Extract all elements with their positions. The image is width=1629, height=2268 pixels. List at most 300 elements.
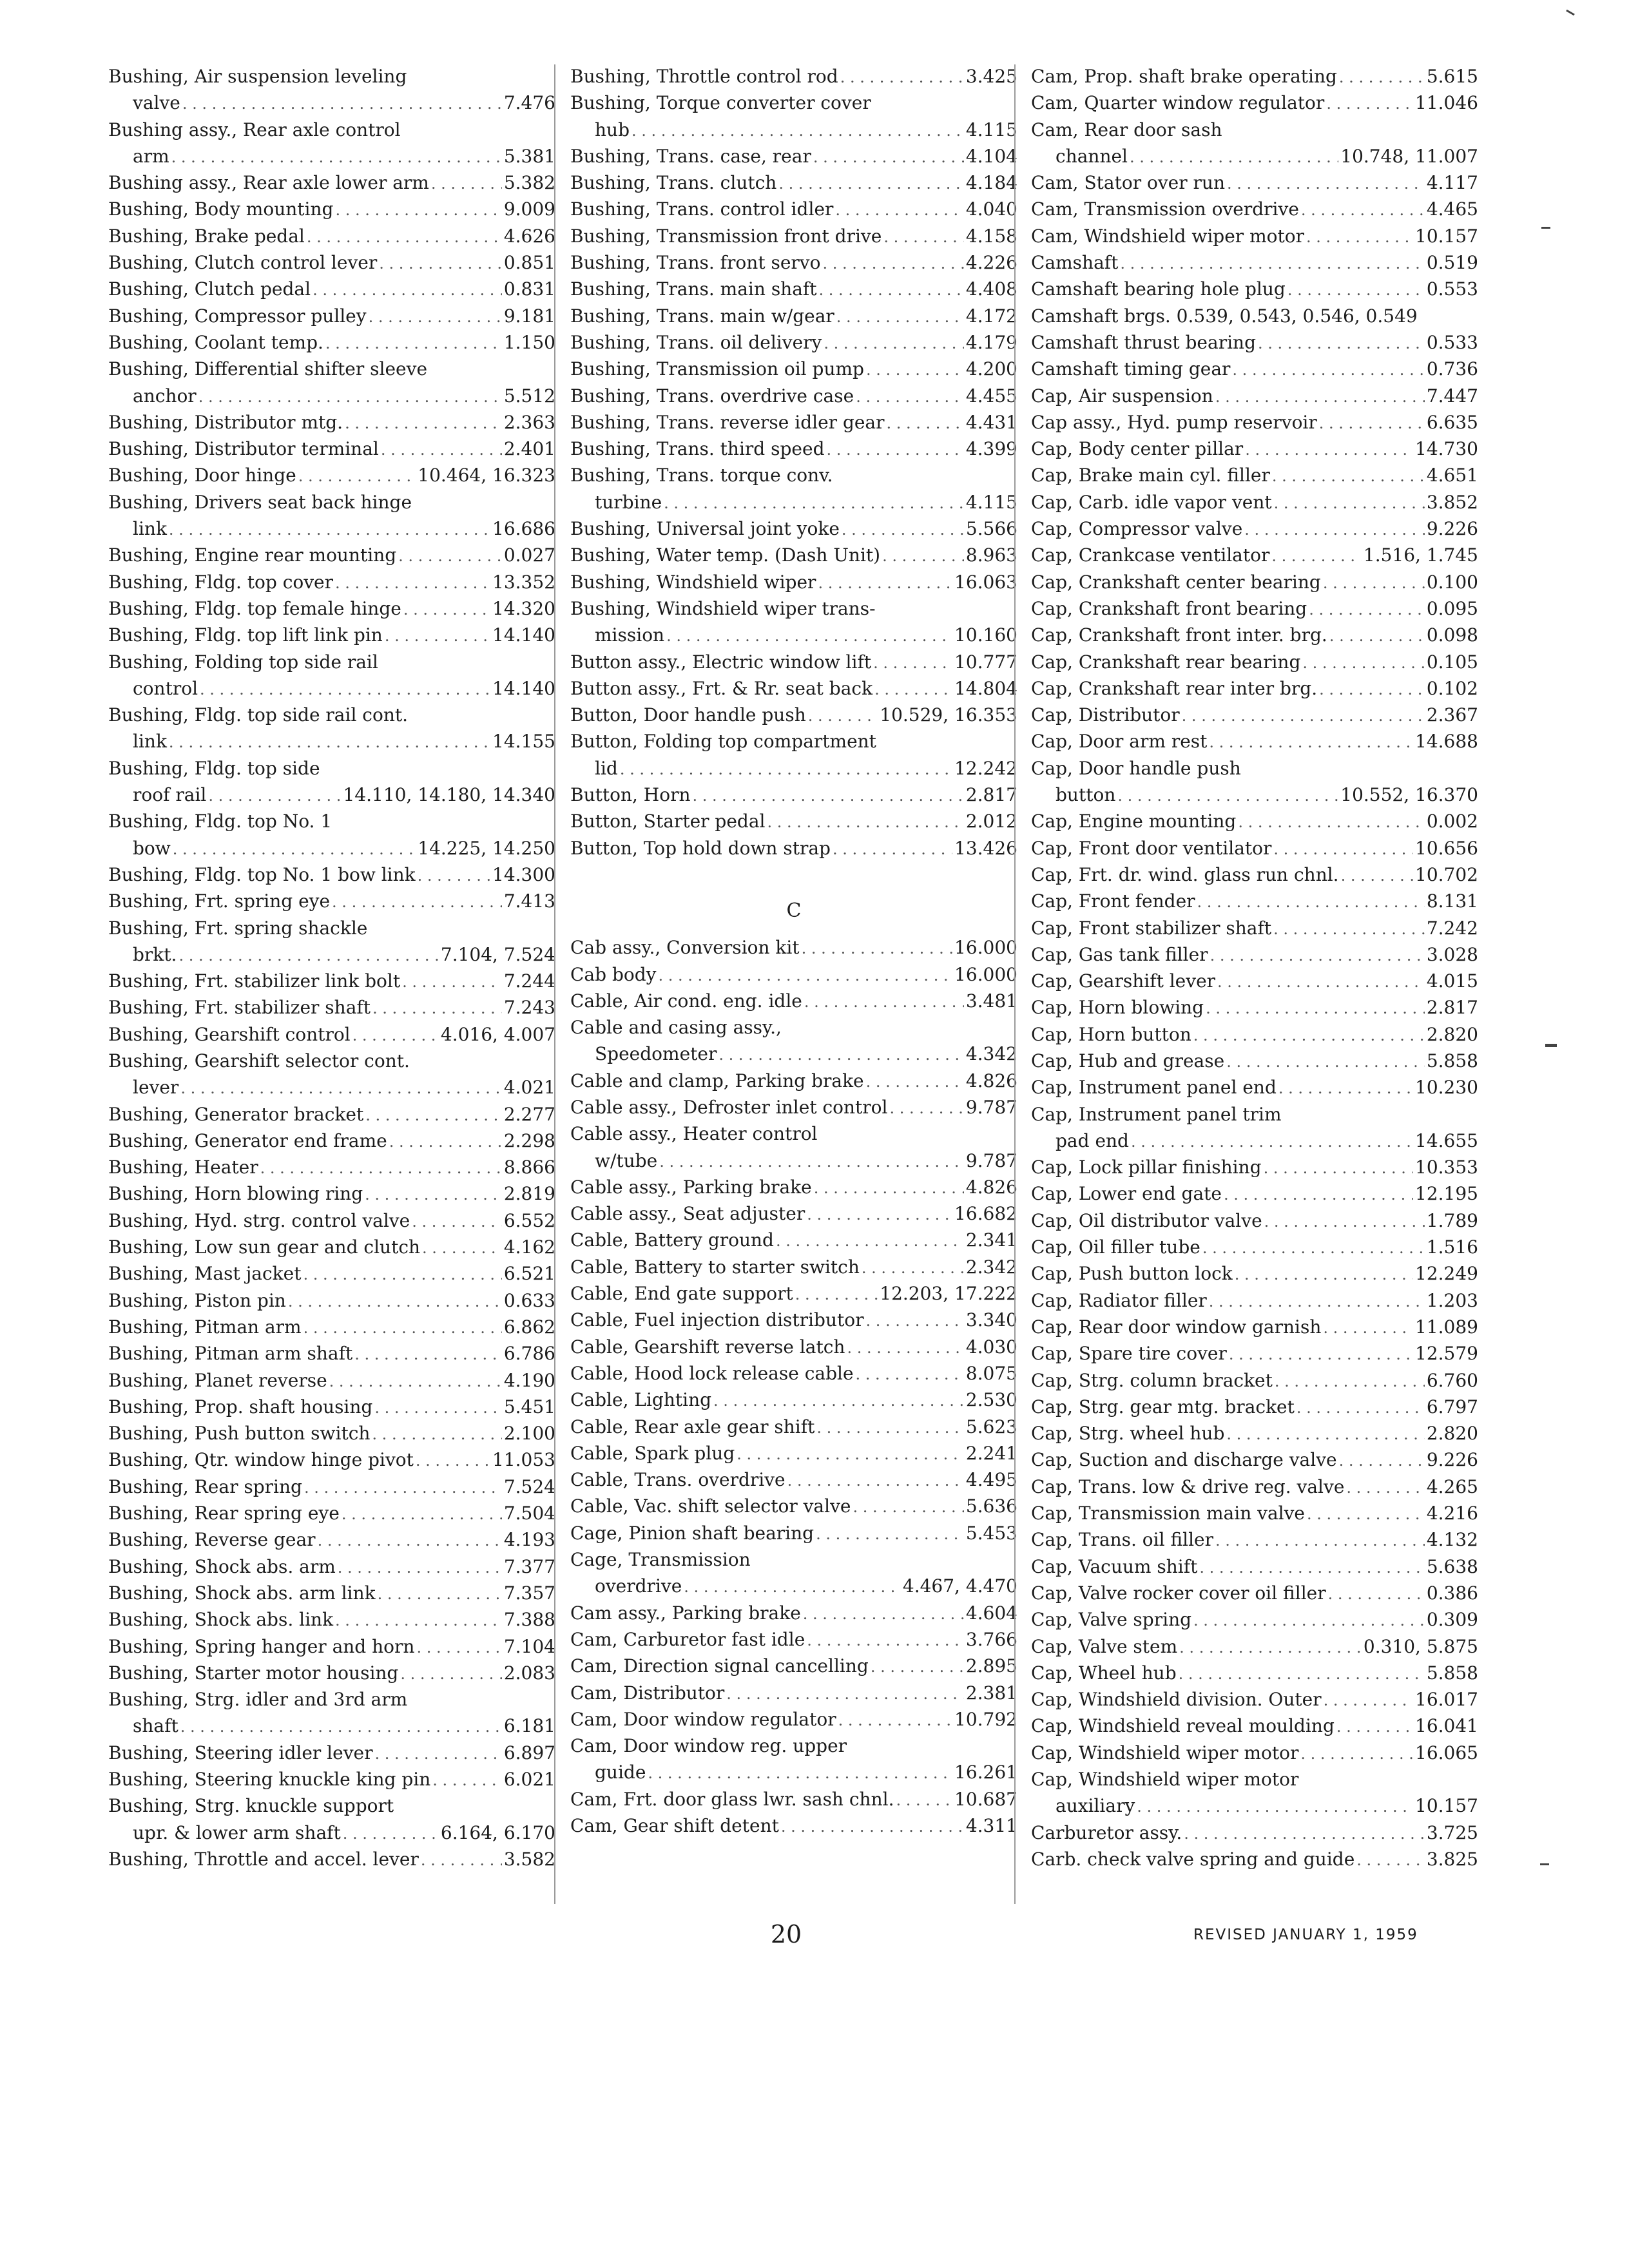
entry-label: brkt. (133, 943, 177, 965)
entry-label: Bushing, Rear spring (108, 1475, 302, 1497)
entry-page-ref: 4.021 (503, 1077, 555, 1099)
entry-label: Bushing, Shock abs. link (108, 1609, 334, 1631)
index-entry (570, 595, 1017, 622)
entry-label: Bushing, Trans. reverse idler gear (570, 411, 885, 433)
entry-label: Bushing, Strg. idler and 3rd arm (108, 1689, 408, 1711)
entry-label: Speedometer (595, 1043, 717, 1065)
index-entry (570, 649, 1017, 675)
dot-leader (416, 1446, 490, 1473)
entry-label: Cap, Wheel hub (1031, 1662, 1177, 1684)
dot-leader (1197, 888, 1425, 914)
entry-page-ref: 6.786 (503, 1343, 555, 1365)
index-entry-continuation (108, 835, 555, 861)
index-entry (570, 569, 1017, 595)
index-entry (570, 1626, 1017, 1653)
entry-page-ref: 0.310, 5.875 (1363, 1635, 1478, 1657)
entry-page-ref: 12.242 (954, 757, 1017, 779)
index-entry (1031, 1553, 1478, 1580)
entry-label: Cap, Strg. wheel hub (1031, 1423, 1225, 1445)
dot-leader (684, 1573, 901, 1599)
index-entry (108, 436, 555, 462)
dot-leader (198, 383, 502, 409)
index-entry (570, 1600, 1017, 1626)
index-entry (108, 1633, 555, 1660)
index-entry (570, 249, 1017, 276)
entry-label: Cap, Body center pillar (1031, 438, 1244, 460)
entry-page-ref: 5.858 (1426, 1662, 1478, 1684)
index-entry (1031, 1820, 1478, 1846)
margin-tick-mark (1566, 10, 1575, 16)
dot-leader (1339, 63, 1425, 90)
index-entry (570, 835, 1017, 861)
entry-label: Cap, Windshield reveal moulding (1031, 1715, 1335, 1737)
index-entry-continuation (570, 1148, 1017, 1174)
dot-leader (1339, 1446, 1425, 1473)
dot-leader (658, 961, 952, 988)
entry-page-ref: 5.451 (503, 1396, 555, 1418)
dot-leader (1300, 1740, 1413, 1766)
entry-label: Bushing, Piston pin (108, 1289, 286, 1311)
index-entry (1031, 835, 1478, 861)
entry-page-ref: 8.963 (965, 544, 1017, 566)
entry-label: link (133, 731, 167, 753)
entry-page-ref: 4.626 (503, 225, 555, 247)
entry-label: Cap, Transmission main valve (1031, 1503, 1305, 1524)
dot-leader (1309, 595, 1425, 622)
entry-label: Bushing, Fldg. top female hinge (108, 597, 401, 619)
index-entry-continuation (108, 675, 555, 702)
entry-page-ref: 14.155 (492, 731, 555, 753)
index-entry (1031, 169, 1478, 196)
entry-label: Cap, Door handle push (1031, 757, 1241, 779)
entry-page-ref: 7.244 (503, 970, 555, 992)
entry-page-ref: 10.160 (954, 624, 1017, 646)
margin-tick-mark (1545, 1044, 1557, 1047)
dot-leader (833, 835, 952, 861)
dot-leader (1273, 835, 1413, 861)
index-entry (1031, 1446, 1478, 1473)
dot-leader (432, 1766, 502, 1792)
index-entry (1031, 1660, 1478, 1686)
dot-leader (1296, 1394, 1425, 1420)
dot-leader (873, 649, 952, 675)
entry-page-ref: 2.012 (965, 811, 1017, 832)
entry-label: Cab assy., Conversion kit (570, 937, 800, 959)
index-entry (1031, 249, 1478, 276)
dot-leader (304, 1474, 502, 1500)
entry-label: Bushing, Drivers seat back hinge (108, 491, 412, 513)
entry-label: Cable, Trans. overdrive (570, 1469, 786, 1491)
dot-leader (1341, 861, 1413, 888)
index-entry (1031, 489, 1478, 515)
index-entry (108, 303, 555, 329)
index-entry (570, 961, 1017, 988)
entry-label: Bushing, Generator bracket (108, 1103, 364, 1125)
section-heading: C (786, 899, 802, 923)
entry-label: Bushing, Spring hanger and horn (108, 1635, 415, 1657)
entry-page-ref: 4.104 (965, 145, 1017, 167)
index-entry (570, 1334, 1017, 1360)
entry-label: upr. & lower arm shaft (133, 1821, 341, 1843)
entry-label: valve (133, 92, 180, 114)
entry-label: Button, Top hold down strap (570, 837, 831, 859)
index-entry (570, 782, 1017, 808)
dot-leader (816, 1414, 963, 1440)
dot-leader (664, 489, 964, 515)
dot-leader (1274, 489, 1425, 515)
entry-label: Cable, Rear axle gear shift (570, 1416, 815, 1437)
index-entry (570, 1307, 1017, 1333)
index-entry (570, 383, 1017, 409)
dot-leader (1193, 1021, 1425, 1048)
entry-page-ref: 3.425 (965, 66, 1017, 87)
index-entry (108, 1553, 555, 1580)
index-entry (1031, 63, 1478, 90)
entry-label: Bushing, Compressor pulley (108, 305, 367, 327)
dot-leader (1244, 515, 1425, 542)
entry-label: anchor (133, 385, 197, 407)
entry-label: Cage, Transmission (570, 1549, 751, 1571)
index-entry-continuation (570, 117, 1017, 143)
dot-leader (648, 1759, 952, 1785)
index-entry-continuation (108, 728, 555, 754)
entry-page-ref: 2.895 (965, 1655, 1017, 1677)
index-entry (1031, 569, 1478, 595)
entry-page-ref: 16.000 (954, 963, 1017, 985)
entry-page-ref: 6.635 (1426, 411, 1478, 433)
index-entry (108, 1606, 555, 1633)
dot-leader (298, 462, 416, 488)
entry-label: Cam, Gear shift detent (570, 1815, 779, 1836)
index-entry (1031, 1420, 1478, 1446)
entry-label: Bushing assy., Rear axle lower arm (108, 172, 429, 194)
dot-leader (378, 1580, 502, 1606)
dot-leader (631, 117, 964, 143)
index-entry (108, 861, 555, 888)
entry-label: Cam, Carburetor fast idle (570, 1628, 805, 1650)
dot-leader (1226, 1420, 1424, 1446)
dot-leader (1215, 1526, 1425, 1553)
entry-page-ref: 5.512 (503, 385, 555, 407)
entry-label: Camshaft brgs. 0.539, 0.543, 0.546, 0.549 (1031, 305, 1418, 327)
entry-page-ref: 12.579 (1415, 1343, 1478, 1365)
entry-page-ref: 0.386 (1426, 1582, 1478, 1604)
dot-leader (1264, 1154, 1413, 1180)
dot-leader (398, 542, 502, 568)
entry-label: Cam, Rear door sash (1031, 119, 1222, 140)
index-entry (1031, 1526, 1478, 1553)
entry-label: Cap, Suction and discharge valve (1031, 1449, 1337, 1471)
entry-page-ref: 12.249 (1415, 1263, 1478, 1285)
entry-label: Bushing, Gearshift selector cont. (108, 1050, 410, 1072)
index-entry (108, 329, 555, 356)
entry-label: Cap, Vacuum shift (1031, 1555, 1198, 1577)
entry-page-ref: 4.184 (965, 172, 1017, 194)
dot-leader (693, 782, 964, 808)
dot-leader (374, 1740, 501, 1766)
entry-page-ref: 2.241 (965, 1442, 1017, 1464)
entry-page-ref: 10.687 (954, 1788, 1017, 1810)
page-number: 20 (770, 1920, 802, 1948)
entry-page-ref: 2.298 (503, 1129, 555, 1151)
entry-label: Cap, Rear door window garnish (1031, 1316, 1322, 1338)
entry-label: Cap, Spare tire cover (1031, 1343, 1227, 1365)
entry-label: control (133, 677, 198, 699)
index-entry-continuation (570, 1041, 1017, 1067)
entry-label: Bushing, Folding top side rail (108, 651, 378, 673)
index-entry (570, 276, 1017, 302)
dot-leader (352, 1021, 439, 1048)
index-entry (1031, 888, 1478, 914)
entry-page-ref: 10.702 (1415, 863, 1478, 885)
entry-label: Cable, Battery to starter switch (570, 1256, 860, 1278)
entry-label: Bushing, Windshield wiper trans- (570, 597, 876, 619)
entry-page-ref: 3.725 (1426, 1821, 1478, 1843)
entry-page-ref: 6.021 (503, 1769, 555, 1790)
dot-leader (325, 329, 502, 356)
index-entry (1031, 1234, 1478, 1260)
entry-label: Bushing, Fldg. top side (108, 757, 320, 779)
entry-page-ref: 0.831 (503, 278, 555, 300)
index-entry (570, 1812, 1017, 1839)
index-entry (108, 1314, 555, 1340)
index-entry (108, 223, 555, 249)
index-entry (570, 1414, 1017, 1440)
entry-page-ref: 11.046 (1415, 92, 1478, 114)
index-entry (1031, 356, 1478, 382)
entry-label: Cap, Push button lock (1031, 1263, 1233, 1285)
index-entry (1031, 1686, 1478, 1713)
entry-page-ref: 4.190 (503, 1369, 555, 1391)
index-entry (570, 1014, 1017, 1041)
dot-leader (1193, 1606, 1425, 1633)
entry-label: Cap, Front fender (1031, 890, 1195, 912)
index-entry (108, 1101, 555, 1128)
index-entry (1031, 383, 1478, 409)
entry-label: Cam assy., Parking brake (570, 1602, 801, 1624)
dot-leader (1229, 1340, 1413, 1367)
entry-page-ref: 4.216 (1426, 1503, 1478, 1524)
entry-label: shaft (133, 1715, 178, 1737)
entry-label: Cap, Lower end gate (1031, 1183, 1222, 1205)
index-entry (1031, 1021, 1478, 1048)
index-entry (108, 1367, 555, 1394)
index-entry-continuation (570, 1759, 1017, 1785)
dot-leader (1324, 1686, 1413, 1713)
entry-page-ref: 0.851 (503, 252, 555, 274)
entry-label: Bushing, Differential shifter sleeve (108, 358, 428, 380)
dot-leader (807, 1200, 952, 1227)
dot-leader (1179, 1660, 1425, 1686)
entry-page-ref: 14.804 (954, 677, 1017, 699)
entry-label: Cable, Gearshift reverse latch (570, 1336, 845, 1358)
index-entry (1031, 1154, 1478, 1180)
entry-label: Bushing, Trans. main shaft (570, 278, 817, 300)
dot-leader (1226, 1048, 1425, 1074)
entry-label: Bushing, Qtr. window hinge pivot (108, 1449, 414, 1471)
index-entry (570, 63, 1017, 90)
dot-leader (1235, 1260, 1413, 1287)
index-entry (1031, 1606, 1478, 1633)
index-entry (570, 988, 1017, 1014)
entry-label: Bushing, Trans. third speed (570, 438, 825, 460)
index-entry (1031, 622, 1478, 648)
dot-leader (787, 1466, 964, 1493)
entry-label: bow (133, 837, 171, 859)
dot-leader (781, 1812, 964, 1839)
entry-label: Bushing, Trans. case, rear (570, 145, 811, 167)
entry-label: Cam, Prop. shaft brake operating (1031, 66, 1337, 87)
dot-leader (1215, 383, 1425, 409)
entry-page-ref: 4.132 (1426, 1529, 1478, 1551)
dot-leader (342, 1500, 502, 1526)
entry-label: Cap, Engine mounting (1031, 811, 1237, 832)
entry-label: Bushing, Distributor mtg. (108, 411, 343, 433)
entry-page-ref: 4.455 (965, 385, 1017, 407)
entry-page-ref: 14.225, 14.250 (418, 837, 555, 859)
entry-label: arm (133, 145, 169, 167)
index-entry (108, 968, 555, 994)
entry-label: button (1055, 784, 1116, 806)
dot-leader (329, 1367, 502, 1394)
entry-label: Button, Door handle push (570, 704, 806, 726)
dot-leader (403, 595, 490, 622)
entry-label: Bushing, Transmission front drive (570, 225, 882, 247)
entry-label: Bushing, Door hinge (108, 465, 296, 486)
entry-page-ref: 1.203 (1426, 1289, 1478, 1311)
index-entry (108, 1420, 555, 1446)
dot-leader (871, 1653, 964, 1679)
index-column-1 (108, 63, 555, 1872)
entry-page-ref: 10.792 (954, 1708, 1017, 1730)
entry-page-ref: 2.363 (503, 411, 555, 433)
index-entry (1031, 728, 1478, 754)
entry-label: overdrive (595, 1575, 682, 1597)
entry-label: Bushing, Low sun gear and clutch (108, 1236, 421, 1258)
dot-leader (1131, 1128, 1413, 1154)
entry-label: guide (595, 1762, 646, 1783)
index-entry (108, 1580, 555, 1606)
index-entry (108, 595, 555, 622)
entry-label: Bushing, Trans. main w/gear (570, 305, 834, 327)
entry-page-ref: 7.504 (503, 1503, 555, 1524)
dot-leader (182, 90, 502, 116)
dot-leader (814, 1174, 964, 1200)
index-entry (108, 409, 555, 436)
dot-leader (416, 1633, 501, 1660)
index-entry (570, 1174, 1017, 1200)
entry-page-ref: 4.408 (965, 278, 1017, 300)
dot-leader (365, 1101, 502, 1128)
entry-label: Bushing, Steering idler lever (108, 1742, 373, 1763)
entry-label: Bushing, Distributor terminal (108, 438, 379, 460)
index-entry (1031, 276, 1478, 302)
entry-label: Bushing, Trans. torque conv. (570, 465, 833, 486)
entry-page-ref: 14.140 (492, 677, 555, 699)
entry-label: Cap, Brake main cyl. filler (1031, 465, 1270, 486)
index-entry (1031, 675, 1478, 702)
index-entry (570, 356, 1017, 382)
entry-page-ref: 4.465 (1426, 198, 1478, 220)
entry-page-ref: 9.226 (1426, 518, 1478, 540)
entry-label: Cable, Vac. shift selector valve (570, 1495, 851, 1517)
entry-label: Cap, Horn blowing (1031, 997, 1204, 1019)
entry-label: Bushing, Throttle and accel. lever (108, 1848, 419, 1870)
entry-label: Cage, Pinion shaft bearing (570, 1522, 815, 1544)
entry-page-ref: 4.826 (965, 1070, 1017, 1091)
index-entry (108, 1686, 555, 1713)
dot-leader (807, 1626, 964, 1653)
entry-label: Cable, Fuel injection distributor (570, 1309, 864, 1331)
dot-leader (819, 276, 964, 302)
entry-page-ref: 4.604 (965, 1602, 1017, 1624)
entry-page-ref: 4.115 (965, 491, 1017, 513)
index-entry (570, 143, 1017, 169)
entry-label: Bushing, Air suspension leveling (108, 66, 407, 87)
dot-leader (1227, 169, 1425, 196)
index-entry-continuation (570, 1573, 1017, 1599)
entry-label: Button assy., Frt. & Rr. seat back (570, 677, 873, 699)
entry-label: Bushing, Universal joint yoke (570, 518, 840, 540)
entry-page-ref: 4.158 (965, 225, 1017, 247)
dot-leader (842, 515, 964, 542)
entry-label: Button, Starter pedal (570, 811, 766, 832)
index-entry (1031, 1713, 1478, 1739)
dot-leader (1137, 1792, 1413, 1819)
entry-label: Cap, Strg. column bracket (1031, 1369, 1273, 1391)
index-entry (108, 249, 555, 276)
index-entry (108, 569, 555, 595)
index-entry (1031, 542, 1478, 568)
entry-page-ref: 12.195 (1415, 1183, 1478, 1205)
dot-leader (818, 569, 952, 595)
index-entry (1031, 1314, 1478, 1340)
entry-label: Bushing, Body mounting (108, 198, 334, 220)
entry-page-ref: 16.261 (954, 1762, 1017, 1783)
entry-page-ref: 4.030 (965, 1336, 1017, 1358)
index-entry (108, 888, 555, 914)
entry-label: Bushing, Generator end frame (108, 1129, 387, 1151)
dot-leader (1278, 1074, 1413, 1100)
index-entry (108, 63, 555, 90)
index-entry-continuation (108, 782, 555, 808)
entry-label: roof rail (133, 784, 207, 806)
index-entry (1031, 649, 1478, 675)
entry-label: Bushing, Fldg. top cover (108, 571, 334, 593)
entry-label: Cap, Crankshaft rear bearing (1031, 651, 1301, 673)
entry-page-ref: 4.226 (965, 252, 1017, 274)
index-entry (570, 169, 1017, 196)
revision-date: REVISED JANUARY 1, 1959 (1193, 1927, 1418, 1943)
entry-label: Camshaft thrust bearing (1031, 331, 1256, 353)
dot-leader (338, 1553, 502, 1580)
entry-label: Bushing, Reverse gear (108, 1529, 316, 1551)
entry-label: Button, Horn (570, 784, 691, 806)
entry-page-ref: 2.817 (965, 784, 1017, 806)
entry-label: Cap, Instrument panel trim (1031, 1103, 1282, 1125)
index-entry (570, 1706, 1017, 1733)
entry-label: Bushing, Windshield wiper (570, 571, 816, 593)
index-entry (570, 223, 1017, 249)
entry-label: Cable assy., Defroster inlet control (570, 1096, 888, 1118)
entry-page-ref: 2.820 (1426, 1423, 1478, 1445)
entry-label: Cap, Front door ventilator (1031, 837, 1272, 859)
entry-page-ref: 2.277 (503, 1103, 555, 1125)
entry-page-ref: 2.530 (965, 1389, 1017, 1411)
entry-page-ref: 1.516, 1.745 (1363, 544, 1478, 566)
dot-leader (822, 249, 963, 276)
entry-label: Bushing, Coolant temp. (108, 331, 323, 353)
